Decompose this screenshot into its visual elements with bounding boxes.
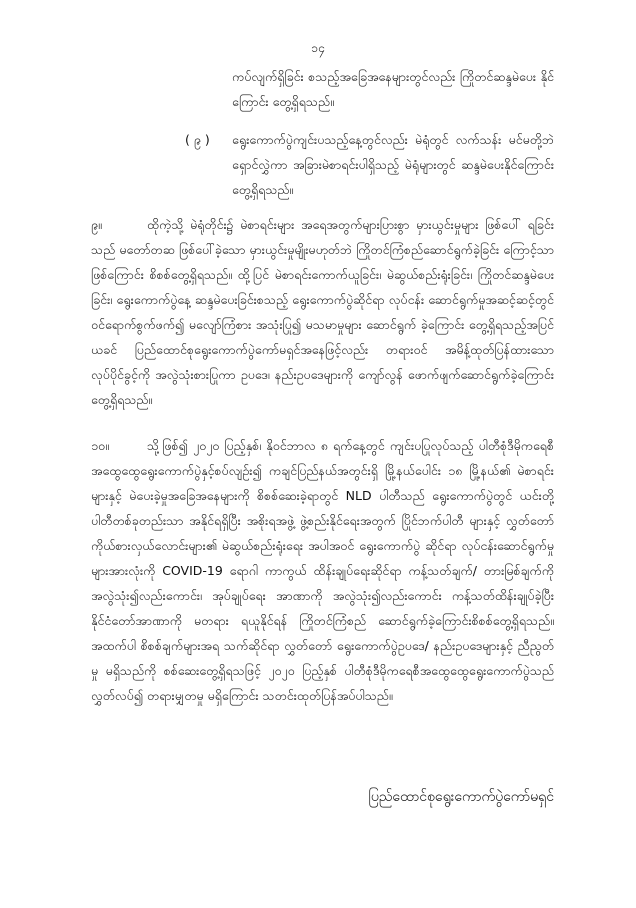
paragraph-9-number: ၉။ (91, 217, 102, 232)
signature-commission: ပြည်ထောင်စုရွေးကောက်ပွဲကော်မရှင် (368, 789, 554, 805)
item-9-number: ( ၉ ) (185, 132, 210, 147)
paragraph-10 (91, 433, 554, 708)
page-number: ၁၄ (311, 41, 325, 55)
item-9-text: ရွေးကောက်ပွဲကျင်းပသည့်နေ့တွင်လည်း မဲရုံတွင် လက်သန်း မင်မတို့ဘဲ ရှောင်လွှဲကာ အခြားမဲစာရင်းပါရှိသည့် မဲရုံများတွင် ဆန္ဒမဲပေးနိုင်ကြောင်း တွေ့ရှိရသည်။ (232, 132, 554, 197)
paragraph-10-text: သို့ဖြစ်၍ ၂၀၂၀ ပြည့်နှစ်၊ နိုဝင်ဘာလ ၈ ရက်နေ့တွင် ကျင်းပပြုလုပ်သည့် ပါတီစုံဒီမိုကရေစီ အထွေထွေရွေးကောက်ပွဲနှင့်စပ်လျဉ်း၍ ကချင်ပြည်နယ်အတွင်းရှိ မြို့နယ်ပေါင်း ၁၈ မြို့နယ်၏ မဲစာရင်းများနှင့် မဲပေးခဲ့မှုအခြေအနေများကို စိစစ်ဆေးခဲ့ရာတွင် NLD ပါတီသည် ရွေးကောက်ပွဲတွင် ယင်းတို့ ပါတီတစ်ခုတည်းသာ အနိုင်ရရှိပြီး အစိုးရအဖွဲ့ ဖွဲ့စည်းနိုင်ရေးအတွက် ပြိုင်ဘက်ပါတီ များနှင့် လွှတ်တော်ကိုယ်စားလှယ်လောင်းများ၏ မဲဆွယ်စည်းရုံးရေး အပါအဝင် ရွေးကောက်ပွဲ ဆိုင်ရာ လုပ်ငန်းဆောင်ရွက်မှုများအားလုံးကို COVID-19 ရောဂါ ကာကွယ် ထိန်းချုပ်ရေးဆိုင်ရာ ကန့်သတ်ချက်/ တားမြစ်ချက်ကို အလွဲသုံး၍လည်းကောင်း၊ အုပ်ချုပ်ရေး အာဏာကို အလွဲသုံး၍လည်းကောင်း ကန့်သတ်ထိန်းချုပ်ခဲ့ပြီး နိုင်ငံတော်အာဏာကို မတရား ရယူနိုင်ရန် ကြိုတင်ကြံစည် ဆောင်ရွက်ခဲ့ကြောင်းစိစစ်တွေ့ရှိရသည်။ အထက်ပါ စိစစ်ချက်များအရ သက်ဆိုင်ရာ လွှတ်တော် ရွေးကောက်ပွဲဥပဒေ/ နည်းဥပဒေများနှင့် ညီညွတ်မှု မရှိသည်ကို စစ်ဆေးတွေ့ရှိရသဖြင့် ၂၀၂၀ ပြည့်နှစ် ပါတီစုံဒီမိုကရေစီအထွေထွေရွေးကောက်ပွဲသည် လွှတ်လပ်၍ တရားမျှတမှု မရှိကြောင်း သတင်းထုတ်ပြန်အပ်ပါသည်။ (91, 438, 554, 703)
paragraph-10-number: ၁၀။ (91, 438, 109, 453)
paragraph-9 (91, 212, 554, 412)
item-8-continuation: ကပ်လျက်ရှိခြင်း စသည့်အခြေအနေများတွင်လည်း ကြိုတင်ဆန္ဒမဲပေး နိုင်ကြောင်း တွေ့ရှိရသည်။ (232, 69, 554, 109)
paragraph-9-text: ထိုကဲ့သို့ မဲရုံတိုင်း၌ မဲစာရင်းများ အရေအတွက်များပြားစွာ မှားယွင်းမှုများ ဖြစ်ပေါ် ရခြင်းသည် မတော်တဆ ဖြစ်ပေါ်ခဲ့သော မှားယွင်းမှုမျိုးမဟုတ်ဘဲ ကြိုတင်ကြံစည်ဆောင်ရွက်ခဲ့ခြင်း ကြောင့်သာ ဖြစ်ကြောင်း စိစစ်တွေ့ရှိရသည်။ ထို့ပြင် မဲစာရင်းကောက်ယူခြင်း၊ မဲဆွယ်စည်းရုံးခြင်း၊ ကြိုတင်ဆန္ဒမဲပေးခြင်း၊ ရွေးကောက်ပွဲနေ့ ဆန္ဒမဲပေးခြင်းစသည့် ရွေးကောက်ပွဲဆိုင်ရာ လုပ်ငန်း ဆောင်ရွက်မှုအဆင့်ဆင့်တွင် ဝင်ရောက်စွက်ဖက်၍ မလျော်ကြံစား အသုံးပြု၍ မသမာမှုများ ဆောင်ရွက် ခဲ့ကြောင်း တွေ့ရှိရသည့်အပြင် ယခင် ပြည်ထောင်စုရွေးကောက်ပွဲကော်မရှင်အနေဖြင့်လည်း တရားဝင် အမိန့်ထုတ်ပြန်ထားသော လုပ်ပိုင်ခွင့်ကို အလွဲသုံးစားပြုကာ ဥပဒေ၊ နည်းဥပဒေများကို ကျော်လွန် ဖောက်ဖျက်ဆောင်ရွက်ခဲ့ကြောင်း တွေ့ရှိရသည်။ (91, 217, 554, 407)
